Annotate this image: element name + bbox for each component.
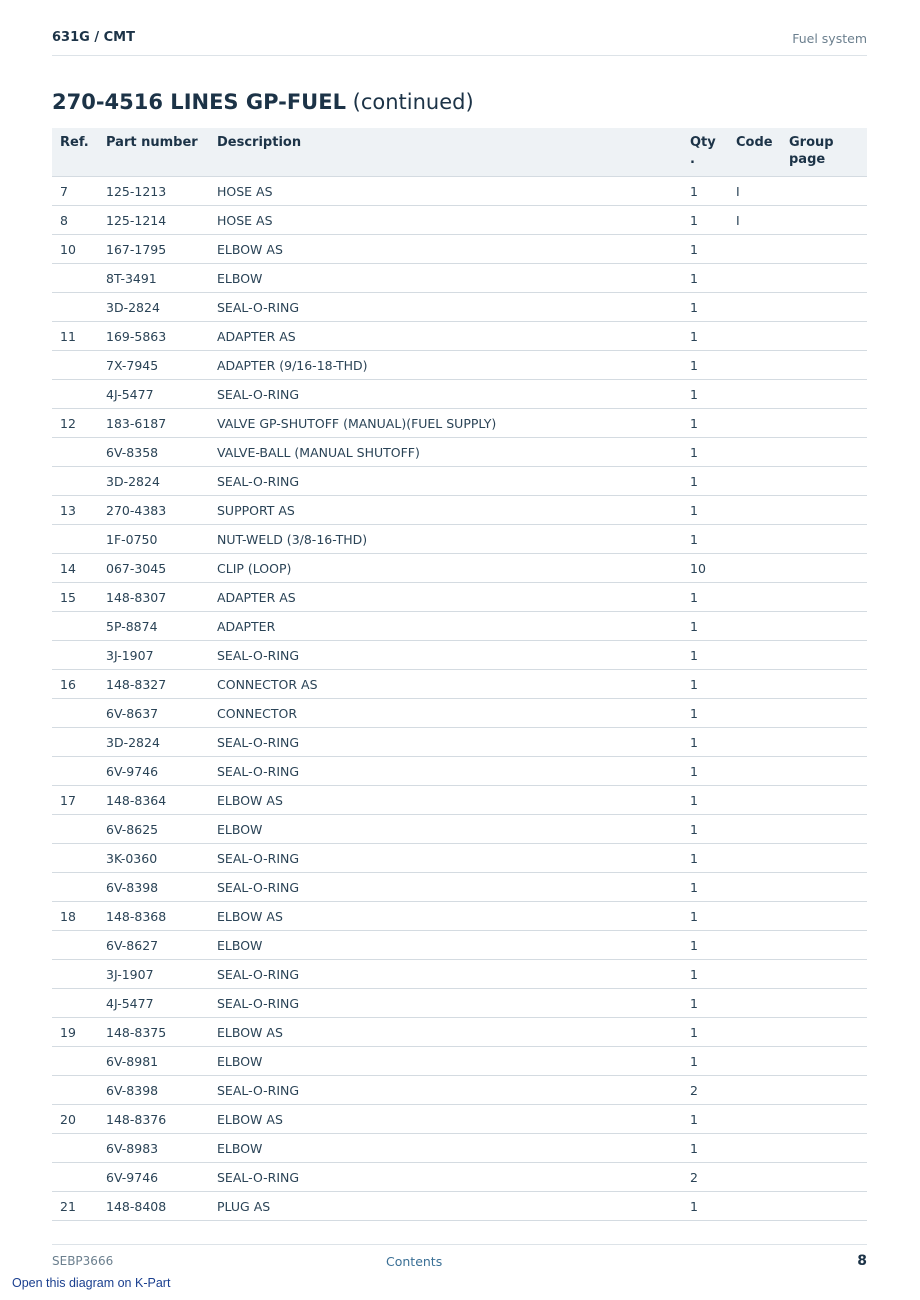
column-header-group-page: Group page [781,128,867,177]
ref-cell [52,844,98,873]
code-cell [728,496,781,525]
part-number-cell: 3D-2824 [98,728,209,757]
qty-cell: 1 [682,670,728,699]
part-number-cell: 148-8307 [98,583,209,612]
part-number-cell: 6V-8637 [98,699,209,728]
qty-cell: 1 [682,235,728,264]
group-page-cell [781,1105,867,1134]
part-number-cell: 6V-8625 [98,815,209,844]
group-page-cell [781,728,867,757]
part-number-cell: 6V-8398 [98,873,209,902]
code-cell [728,728,781,757]
code-cell [728,989,781,1018]
title-suffix: (continued) [345,90,474,114]
part-number-cell: 6V-8983 [98,1134,209,1163]
qty-cell: 2 [682,1076,728,1105]
ref-cell [52,757,98,786]
qty-cell: 1 [682,786,728,815]
table-row [52,931,867,960]
group-page-cell [781,757,867,786]
group-page-cell [781,467,867,496]
description-cell: PLUG AS [209,1192,682,1221]
ref-cell: 15 [52,583,98,612]
description-cell: SEAL-O-RING [209,1076,682,1105]
ref-cell [52,380,98,409]
code-cell [728,641,781,670]
table-row [52,438,867,467]
ref-cell: 11 [52,322,98,351]
qty-cell: 1 [682,583,728,612]
description-cell: SEAL-O-RING [209,873,682,902]
table-row [52,1163,867,1192]
code-cell [728,1076,781,1105]
description-cell: SEAL-O-RING [209,1163,682,1192]
description-cell: ADAPTER [209,612,682,641]
qty-cell: 1 [682,322,728,351]
description-cell: ELBOW AS [209,786,682,815]
table-row [52,264,867,293]
description-cell: ELBOW [209,1047,682,1076]
group-page-cell [781,641,867,670]
code-cell [728,902,781,931]
description-cell: SEAL-O-RING [209,989,682,1018]
description-cell: SUPPORT AS [209,496,682,525]
part-number-cell: 169-5863 [98,322,209,351]
ref-cell: 20 [52,1105,98,1134]
table-row [52,1192,867,1221]
description-cell: NUT-WELD (3/8-16-THD) [209,525,682,554]
table-row [52,293,867,322]
ref-cell: 18 [52,902,98,931]
table-row [52,1076,867,1105]
qty-cell: 1 [682,1105,728,1134]
part-number-cell: 125-1214 [98,206,209,235]
group-page-cell [781,1018,867,1047]
column-header-description: Description [209,128,682,177]
group-page-cell [781,322,867,351]
column-header-code: Code [728,128,781,177]
table-row [52,1134,867,1163]
ref-cell [52,351,98,380]
table-row [52,235,867,264]
group-page-cell [781,873,867,902]
group-page-cell [781,931,867,960]
code-cell [728,815,781,844]
part-number-cell: 6V-8398 [98,1076,209,1105]
table-row [52,960,867,989]
part-number-cell: 4J-5477 [98,380,209,409]
description-cell: SEAL-O-RING [209,293,682,322]
group-page-cell [781,670,867,699]
description-cell: CLIP (LOOP) [209,554,682,583]
table-row [52,177,867,206]
document-id: SEBP3666 [52,1254,114,1268]
part-number-cell: 125-1213 [98,177,209,206]
ref-cell [52,525,98,554]
qty-cell: 1 [682,467,728,496]
qty-cell: 1 [682,728,728,757]
description-cell: ELBOW [209,931,682,960]
table-row [52,989,867,1018]
table-row [52,757,867,786]
part-number-cell: 148-8364 [98,786,209,815]
ref-cell: 7 [52,177,98,206]
description-cell: ELBOW [209,1134,682,1163]
description-cell: ADAPTER AS [209,583,682,612]
part-number-cell: 3J-1907 [98,641,209,670]
qty-cell: 1 [682,525,728,554]
code-cell [728,264,781,293]
table-row [52,554,867,583]
table-row [52,641,867,670]
part-number-cell: 6V-8627 [98,931,209,960]
group-page-cell [781,844,867,873]
contents-link[interactable]: Contents [386,1254,443,1269]
part-number-cell: 148-8376 [98,1105,209,1134]
ref-cell: 13 [52,496,98,525]
description-cell: SEAL-O-RING [209,757,682,786]
group-page-cell [781,815,867,844]
part-number-cell: 148-8375 [98,1018,209,1047]
group-page-cell [781,786,867,815]
ref-cell [52,1047,98,1076]
description-cell: CONNECTOR [209,699,682,728]
table-row [52,786,867,815]
group-page-cell [781,1192,867,1221]
qty-cell: 1 [682,1134,728,1163]
code-cell [728,844,781,873]
description-cell: VALVE-BALL (MANUAL SHUTOFF) [209,438,682,467]
table-row [52,409,867,438]
code-cell [728,1163,781,1192]
qty-cell: 1 [682,641,728,670]
group-page-cell [781,960,867,989]
code-cell [728,757,781,786]
group-page-cell [781,554,867,583]
table-row [52,380,867,409]
table-row [52,351,867,380]
qty-cell: 1 [682,1192,728,1221]
part-number-cell: 3D-2824 [98,293,209,322]
code-cell [728,699,781,728]
part-number-cell: 4J-5477 [98,989,209,1018]
qty-cell: 1 [682,1047,728,1076]
group-page-cell [781,380,867,409]
table-row [52,1047,867,1076]
group-page-cell [781,699,867,728]
group-page-cell [781,1076,867,1105]
description-cell: ADAPTER (9/16-18-THD) [209,351,682,380]
ref-cell [52,1163,98,1192]
code-cell [728,235,781,264]
ref-cell: 10 [52,235,98,264]
code-cell [728,1192,781,1221]
column-header-ref: Ref. [52,128,98,177]
table-row [52,322,867,351]
part-number-cell: 270-4383 [98,496,209,525]
part-number-cell: 167-1795 [98,235,209,264]
qty-cell: 1 [682,815,728,844]
description-cell: VALVE GP-SHUTOFF (MANUAL)(FUEL SUPPLY) [209,409,682,438]
qty-cell: 10 [682,554,728,583]
code-cell [728,554,781,583]
column-header-qty: Qty . [682,128,728,177]
description-cell: SEAL-O-RING [209,728,682,757]
table-row [52,496,867,525]
description-cell: ELBOW AS [209,1018,682,1047]
code-cell [728,1018,781,1047]
code-cell: I [728,177,781,206]
group-page-cell [781,177,867,206]
group-code-name: 270-4516 LINES GP-FUEL [52,90,346,114]
description-cell: ELBOW [209,264,682,293]
qty-cell: 1 [682,931,728,960]
part-number-cell: 8T-3491 [98,264,209,293]
group-page-cell [781,438,867,467]
qty-cell: 1 [682,960,728,989]
ref-cell [52,612,98,641]
code-cell [728,322,781,351]
table-row [52,670,867,699]
code-cell [728,931,781,960]
part-number-cell: 6V-8358 [98,438,209,467]
code-cell [728,960,781,989]
ref-cell [52,1076,98,1105]
description-cell: SEAL-O-RING [209,641,682,670]
code-cell [728,409,781,438]
code-cell [728,786,781,815]
group-page-cell [781,1163,867,1192]
group-page-cell [781,989,867,1018]
code-cell [728,467,781,496]
ref-cell [52,699,98,728]
ref-cell: 16 [52,670,98,699]
part-number-cell: 6V-9746 [98,1163,209,1192]
qty-cell: 1 [682,989,728,1018]
code-cell [728,1134,781,1163]
part-number-cell: 3D-2824 [98,467,209,496]
description-cell: ELBOW AS [209,902,682,931]
qty-cell: 1 [682,612,728,641]
group-page-cell [781,583,867,612]
group-page-cell [781,206,867,235]
ref-cell [52,873,98,902]
table-row [52,902,867,931]
qty-cell: 1 [682,351,728,380]
code-cell [728,670,781,699]
code-cell: I [728,206,781,235]
ref-cell: 8 [52,206,98,235]
qty-cell: 1 [682,293,728,322]
description-cell: ELBOW AS [209,1105,682,1134]
qty-cell: 1 [682,206,728,235]
table-row [52,612,867,641]
description-cell: ADAPTER AS [209,322,682,351]
part-number-cell: 183-6187 [98,409,209,438]
ref-cell: 12 [52,409,98,438]
group-page-cell [781,1047,867,1076]
group-page-cell [781,235,867,264]
part-number-cell: 148-8368 [98,902,209,931]
group-page-cell [781,293,867,322]
description-cell: HOSE AS [209,177,682,206]
ref-cell [52,989,98,1018]
parts-table-body [52,177,867,1221]
table-row [52,728,867,757]
group-page-cell [781,525,867,554]
table-row [52,699,867,728]
qty-cell: 1 [682,1018,728,1047]
group-page-cell [781,902,867,931]
part-number-cell: 1F-0750 [98,525,209,554]
ref-cell: 14 [52,554,98,583]
part-number-cell: 148-8327 [98,670,209,699]
part-number-cell: 3J-1907 [98,960,209,989]
description-cell: CONNECTOR AS [209,670,682,699]
qty-cell: 1 [682,757,728,786]
part-number-cell: 5P-8874 [98,612,209,641]
ref-cell [52,641,98,670]
parts-table-header-row [52,128,867,177]
group-page-cell [781,409,867,438]
code-cell [728,583,781,612]
table-row [52,815,867,844]
group-page-cell [781,264,867,293]
page-header [52,28,867,56]
group-page-cell [781,496,867,525]
table-row [52,873,867,902]
ref-cell [52,264,98,293]
code-cell [728,1105,781,1134]
ref-cell [52,728,98,757]
section-name: Fuel system [792,31,867,46]
ref-cell [52,931,98,960]
part-number-cell: 6V-9746 [98,757,209,786]
part-number-cell: 148-8408 [98,1192,209,1221]
parts-table [52,128,867,1221]
qty-cell: 1 [682,873,728,902]
code-cell [728,293,781,322]
ref-cell: 21 [52,1192,98,1221]
ref-cell: 19 [52,1018,98,1047]
table-row [52,467,867,496]
description-cell: SEAL-O-RING [209,380,682,409]
qty-cell: 1 [682,844,728,873]
description-cell: ELBOW AS [209,235,682,264]
group-page-cell [781,1134,867,1163]
page-footer [52,1244,867,1275]
table-row [52,206,867,235]
description-cell: HOSE AS [209,206,682,235]
column-header-part-number: Part number [98,128,209,177]
part-number-cell: 6V-8981 [98,1047,209,1076]
table-row [52,1018,867,1047]
code-cell [728,380,781,409]
page-title [52,90,474,114]
description-cell: SEAL-O-RING [209,467,682,496]
qty-cell: 1 [682,380,728,409]
qty-cell: 1 [682,177,728,206]
ref-cell [52,1134,98,1163]
part-number-cell: 7X-7945 [98,351,209,380]
qty-cell: 1 [682,438,728,467]
machine-model: 631G / CMT [52,30,135,45]
part-number-cell: 3K-0360 [98,844,209,873]
qty-cell: 1 [682,264,728,293]
ref-cell [52,960,98,989]
ref-cell [52,293,98,322]
qty-cell: 1 [682,496,728,525]
code-cell [728,438,781,467]
qty-cell: 1 [682,902,728,931]
description-cell: ELBOW [209,815,682,844]
part-number-cell: 067-3045 [98,554,209,583]
page-number: 8 [857,1253,867,1269]
code-cell [728,1047,781,1076]
table-row [52,583,867,612]
table-row [52,844,867,873]
code-cell [728,873,781,902]
description-cell: SEAL-O-RING [209,844,682,873]
group-page-cell [781,351,867,380]
table-row [52,1105,867,1134]
ref-cell: 17 [52,786,98,815]
group-page-cell [781,612,867,641]
open-diagram-kpart-link[interactable]: Open this diagram on K-Part [12,1276,171,1290]
qty-cell: 2 [682,1163,728,1192]
qty-cell: 1 [682,409,728,438]
table-row [52,525,867,554]
ref-cell [52,438,98,467]
ref-cell [52,467,98,496]
qty-cell: 1 [682,699,728,728]
code-cell [728,351,781,380]
ref-cell [52,815,98,844]
code-cell [728,525,781,554]
code-cell [728,612,781,641]
description-cell: SEAL-O-RING [209,960,682,989]
